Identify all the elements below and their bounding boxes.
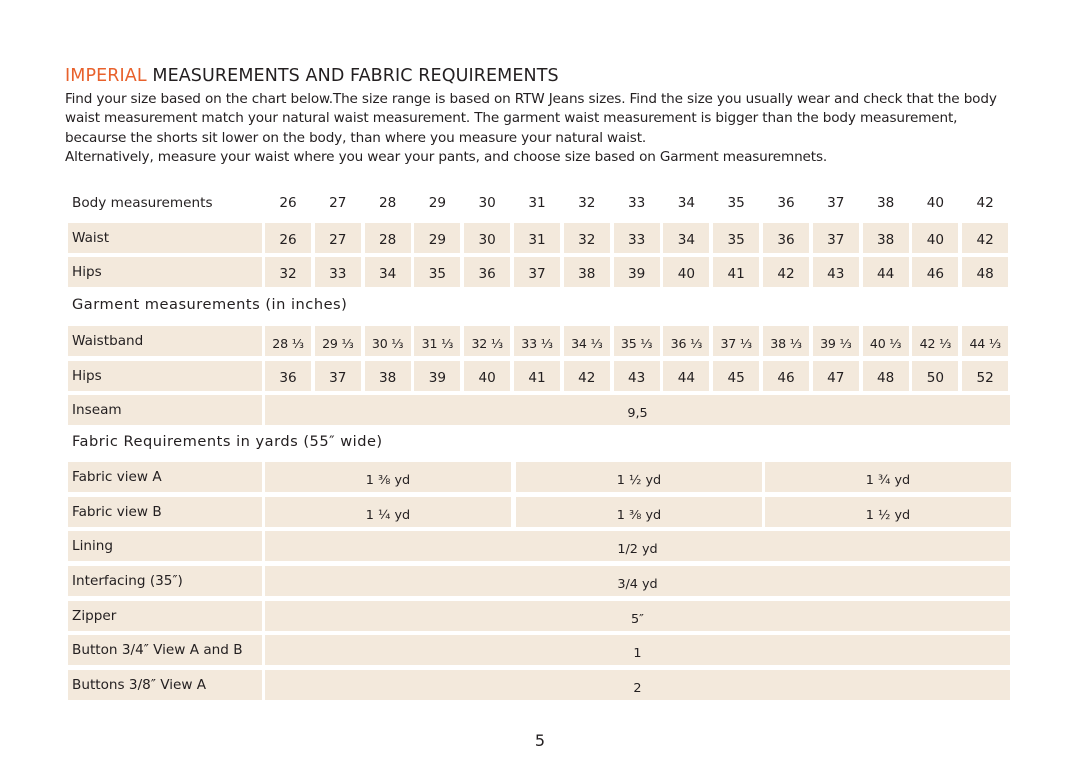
- table-cell: 2: [265, 670, 1010, 700]
- table-cell: 28: [365, 223, 411, 253]
- title-accent: IMPERIAL: [65, 66, 147, 86]
- table-cell: 37 ⅓: [713, 326, 759, 356]
- table-cell: 1/2 yd: [265, 531, 1010, 561]
- row-label: Fabric view A: [68, 462, 262, 492]
- table-cell: 40: [464, 361, 510, 391]
- table-cell: 47: [813, 361, 859, 391]
- table-cell: 35: [713, 223, 759, 253]
- table-cell: 42: [763, 257, 809, 287]
- table-cell: 34: [365, 257, 411, 287]
- table-cell: 46: [763, 361, 809, 391]
- table-cell: 35: [727, 195, 745, 211]
- table-cell: 38: [365, 361, 411, 391]
- table-cell: 44: [663, 361, 709, 391]
- row-label: Waist: [68, 223, 262, 253]
- table-cell: 50: [912, 361, 958, 391]
- table-cell: 37: [827, 195, 845, 211]
- table-cell: 3/4 yd: [265, 566, 1010, 596]
- row-label: Body measurements: [72, 195, 213, 211]
- table-cell: 37: [514, 257, 560, 287]
- table-cell: 28: [378, 195, 397, 211]
- table-cell: 34: [677, 195, 696, 211]
- table-cell: 33: [315, 257, 361, 287]
- table-cell: 44: [863, 257, 909, 287]
- table-cell: 40 ⅓: [863, 326, 909, 356]
- table-cell: 37: [813, 223, 859, 253]
- table-cell: 38: [564, 257, 610, 287]
- table-cell: 9,5: [265, 395, 1010, 425]
- table-cell: 26: [279, 195, 297, 211]
- table-cell: 33: [627, 195, 646, 211]
- table-cell: 35: [414, 257, 460, 287]
- row-label: Zipper: [68, 601, 262, 631]
- title-rest: MEASUREMENTS AND FABRIC REQUIREMENTS: [146, 66, 559, 86]
- table-cell: 40: [912, 223, 958, 253]
- table-cell: 1 ⅜ yd: [516, 497, 762, 527]
- table-cell: 31: [528, 195, 546, 211]
- table-cell: 1 ¾ yd: [765, 462, 1011, 492]
- table-cell: 42: [564, 361, 610, 391]
- table-cell: 35 ⅓: [614, 326, 660, 356]
- table-cell: 1 ½ yd: [516, 462, 762, 492]
- table-cell: 36: [265, 361, 311, 391]
- table-cell: 29: [414, 223, 460, 253]
- table-cell: 1 ¼ yd: [265, 497, 511, 527]
- table-cell: 39: [414, 361, 460, 391]
- table-cell: 27: [329, 195, 347, 211]
- row-label: Inseam: [68, 395, 262, 425]
- table-cell: 33: [614, 223, 660, 253]
- table-cell: 31 ⅓: [414, 326, 460, 356]
- table-cell: 29 ⅓: [315, 326, 361, 356]
- intro-paragraph: Find your size based on the chart below.The size range is based on RTW Jeans sizes. Find the size you usually wear and check that the body waist measurement match your natural waist measurement. The garment waist measurement is bigger than the body measurement, becaurse the shorts sit lower on the body, than where you measure your natural waist.: [65, 91, 997, 146]
- row-label: Hips: [68, 361, 262, 391]
- row-label: Hips: [68, 257, 262, 287]
- table-cell: 52: [962, 361, 1008, 391]
- row-label: Waistband: [68, 326, 262, 356]
- table-cell: 32: [564, 223, 610, 253]
- table-cell: 44 ⅓: [962, 326, 1008, 356]
- table-cell: 26: [265, 223, 311, 253]
- table-cell: 30: [478, 195, 496, 211]
- page-number: 5: [534, 731, 546, 750]
- table-cell: 48: [863, 361, 909, 391]
- table-cell: 32 ⅓: [464, 326, 510, 356]
- table-cell: 36 ⅓: [663, 326, 709, 356]
- table-cell: 1: [265, 635, 1010, 665]
- table-cell: 28 ⅓: [265, 326, 311, 356]
- table-cell: 41: [514, 361, 560, 391]
- table-cell: 32: [265, 257, 311, 287]
- intro-paragraph: Alternatively, measure your waist where you wear your pants, and choose size based on Garment measuremnets.: [65, 149, 828, 166]
- section-heading: Garment measurements (in inches): [72, 296, 348, 313]
- table-cell: 39 ⅓: [813, 326, 859, 356]
- table-cell: 39: [614, 257, 660, 287]
- table-cell: 38: [863, 223, 909, 253]
- row-label: Button 3/4″ View A and B: [68, 635, 262, 665]
- table-cell: 42 ⅓: [912, 326, 958, 356]
- table-cell: 30 ⅓: [365, 326, 411, 356]
- table-cell: 1 ½ yd: [765, 497, 1011, 527]
- table-cell: 38: [876, 195, 895, 211]
- table-cell: 29: [428, 195, 447, 211]
- table-cell: 34: [663, 223, 709, 253]
- row-label: Interfacing (35″): [68, 566, 262, 596]
- table-cell: 36: [763, 223, 809, 253]
- table-cell: 31: [514, 223, 560, 253]
- table-cell: 48: [962, 257, 1008, 287]
- table-cell: 43: [614, 361, 660, 391]
- table-cell: 46: [912, 257, 958, 287]
- table-cell: 40: [926, 195, 945, 211]
- table-cell: 42: [962, 223, 1008, 253]
- section-heading: Fabric Requirements in yards (55″ wide): [72, 433, 383, 450]
- table-cell: 40: [663, 257, 709, 287]
- table-cell: 5″: [265, 601, 1010, 631]
- table-cell: 30: [464, 223, 510, 253]
- row-label: Lining: [68, 531, 262, 561]
- table-cell: 41: [713, 257, 759, 287]
- table-cell: 45: [713, 361, 759, 391]
- table-cell: 33 ⅓: [514, 326, 560, 356]
- table-cell: 37: [315, 361, 361, 391]
- table-cell: 27: [315, 223, 361, 253]
- table-cell: 36: [464, 257, 510, 287]
- table-cell: 43: [813, 257, 859, 287]
- table-cell: 32: [578, 195, 596, 211]
- table-cell: 42: [976, 195, 994, 211]
- row-label: Fabric view B: [68, 497, 262, 527]
- table-cell: 34 ⅓: [564, 326, 610, 356]
- row-label: Buttons 3/8″ View A: [68, 670, 262, 700]
- table-cell: 1 ⅜ yd: [265, 462, 511, 492]
- table-cell: 36: [777, 195, 795, 211]
- table-cell: 38 ⅓: [763, 326, 809, 356]
